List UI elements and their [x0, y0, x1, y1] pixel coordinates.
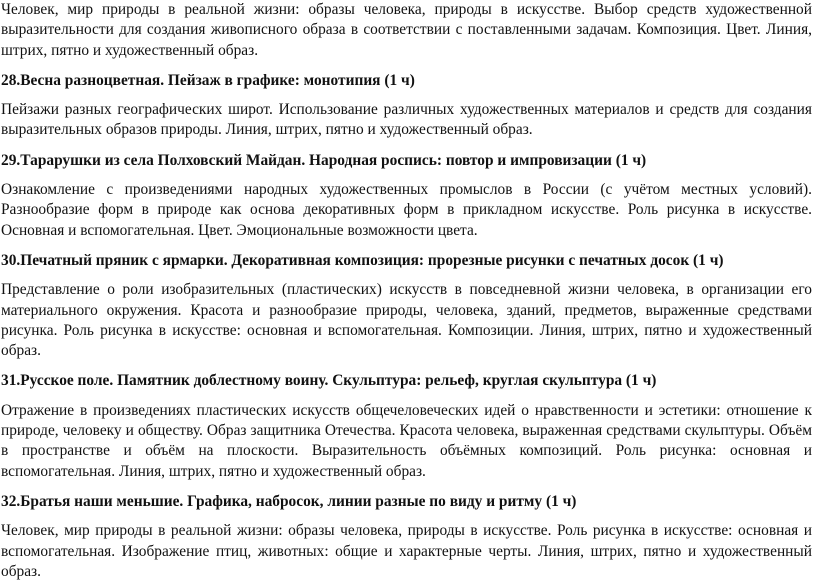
section-29-heading: 29.Тарарушки из села Полховский Майдан. Народная роспись: повтор и импровизации (1 ч): [1, 151, 647, 169]
section-32-heading: 32.Братья наши меньшие. Графика, набросок, линии разные по виду и ритму (1 ч): [1, 492, 577, 510]
section-31-body: Отражение в произведениях пластических искусств общечеловеческих идей о нравственности и эстетики: отношение к природе, человеку и обществу. Образ защитника Отечества. Красота человека, выраженная средствами скульптуры. Объём в пространстве и объём на плоскости. Выразительность объёмных композиций. Роль рисунка: основная и вспомогательная. Линия, штрих, пятно и художественный образ.: [1, 401, 812, 480]
section-28-body: Пейзажи разных географических широт. Использование различных художественных материалов и средств для создания выразительных образов природы. Линия, штрих, пятно и художественный образ.: [1, 101, 812, 139]
section-28-heading: 28.Весна разноцветная. Пейзаж в графике: монотипия (1 ч): [1, 71, 415, 89]
intro-paragraph: Человек, мир природы в реальной жизни: образы человека, природы в искусстве. Выбор средств художественной выразительности для создания живописного образа в соответствии с поставленными задачам. Композиция. Цвет. Линия, штрих, пятно и художественный образ.: [1, 1, 812, 59]
section-32-body: Человек, мир природы в реальной жизни: образы человека, природы в искусстве. Роль рисунка в искусстве: основная и вспомогательная. Изображение птиц, животных: общие и характерные черты. Линия, штрих, пятно и художественный образ.: [1, 522, 812, 580]
section-30-body: Представление о роли изобразительных (пластических) искусств в повседневной жизни человека, в организации его материального окружения. Красота и разнообразие природы, человека, зданий, предметов, выраженные средствами рисунка. Роль рисунка в искусстве: основная и вспомогательная. Композиции. Линия, штрих, пятно и художественный образ.: [1, 281, 812, 360]
section-30-heading: 30.Печатный пряник с ярмарки. Декоративная композиция: прорезные рисунки с печатных досок (1 ч): [1, 251, 724, 269]
section-31-heading: 31.Русское поле. Памятник доблестному воину. Скульптура: рельеф, круглая скульптура (1 ч): [1, 372, 657, 390]
section-29-body: Ознакомление с произведениями народных художественных промыслов в России (с учётом местных условий). Разнообразие форм в природе как основа декоративных форм в прикладном искусстве. Роль рисунка в искусстве. Основная и вспомогательная. Цвет. Эмоциональные возможности цвета.: [1, 181, 812, 239]
